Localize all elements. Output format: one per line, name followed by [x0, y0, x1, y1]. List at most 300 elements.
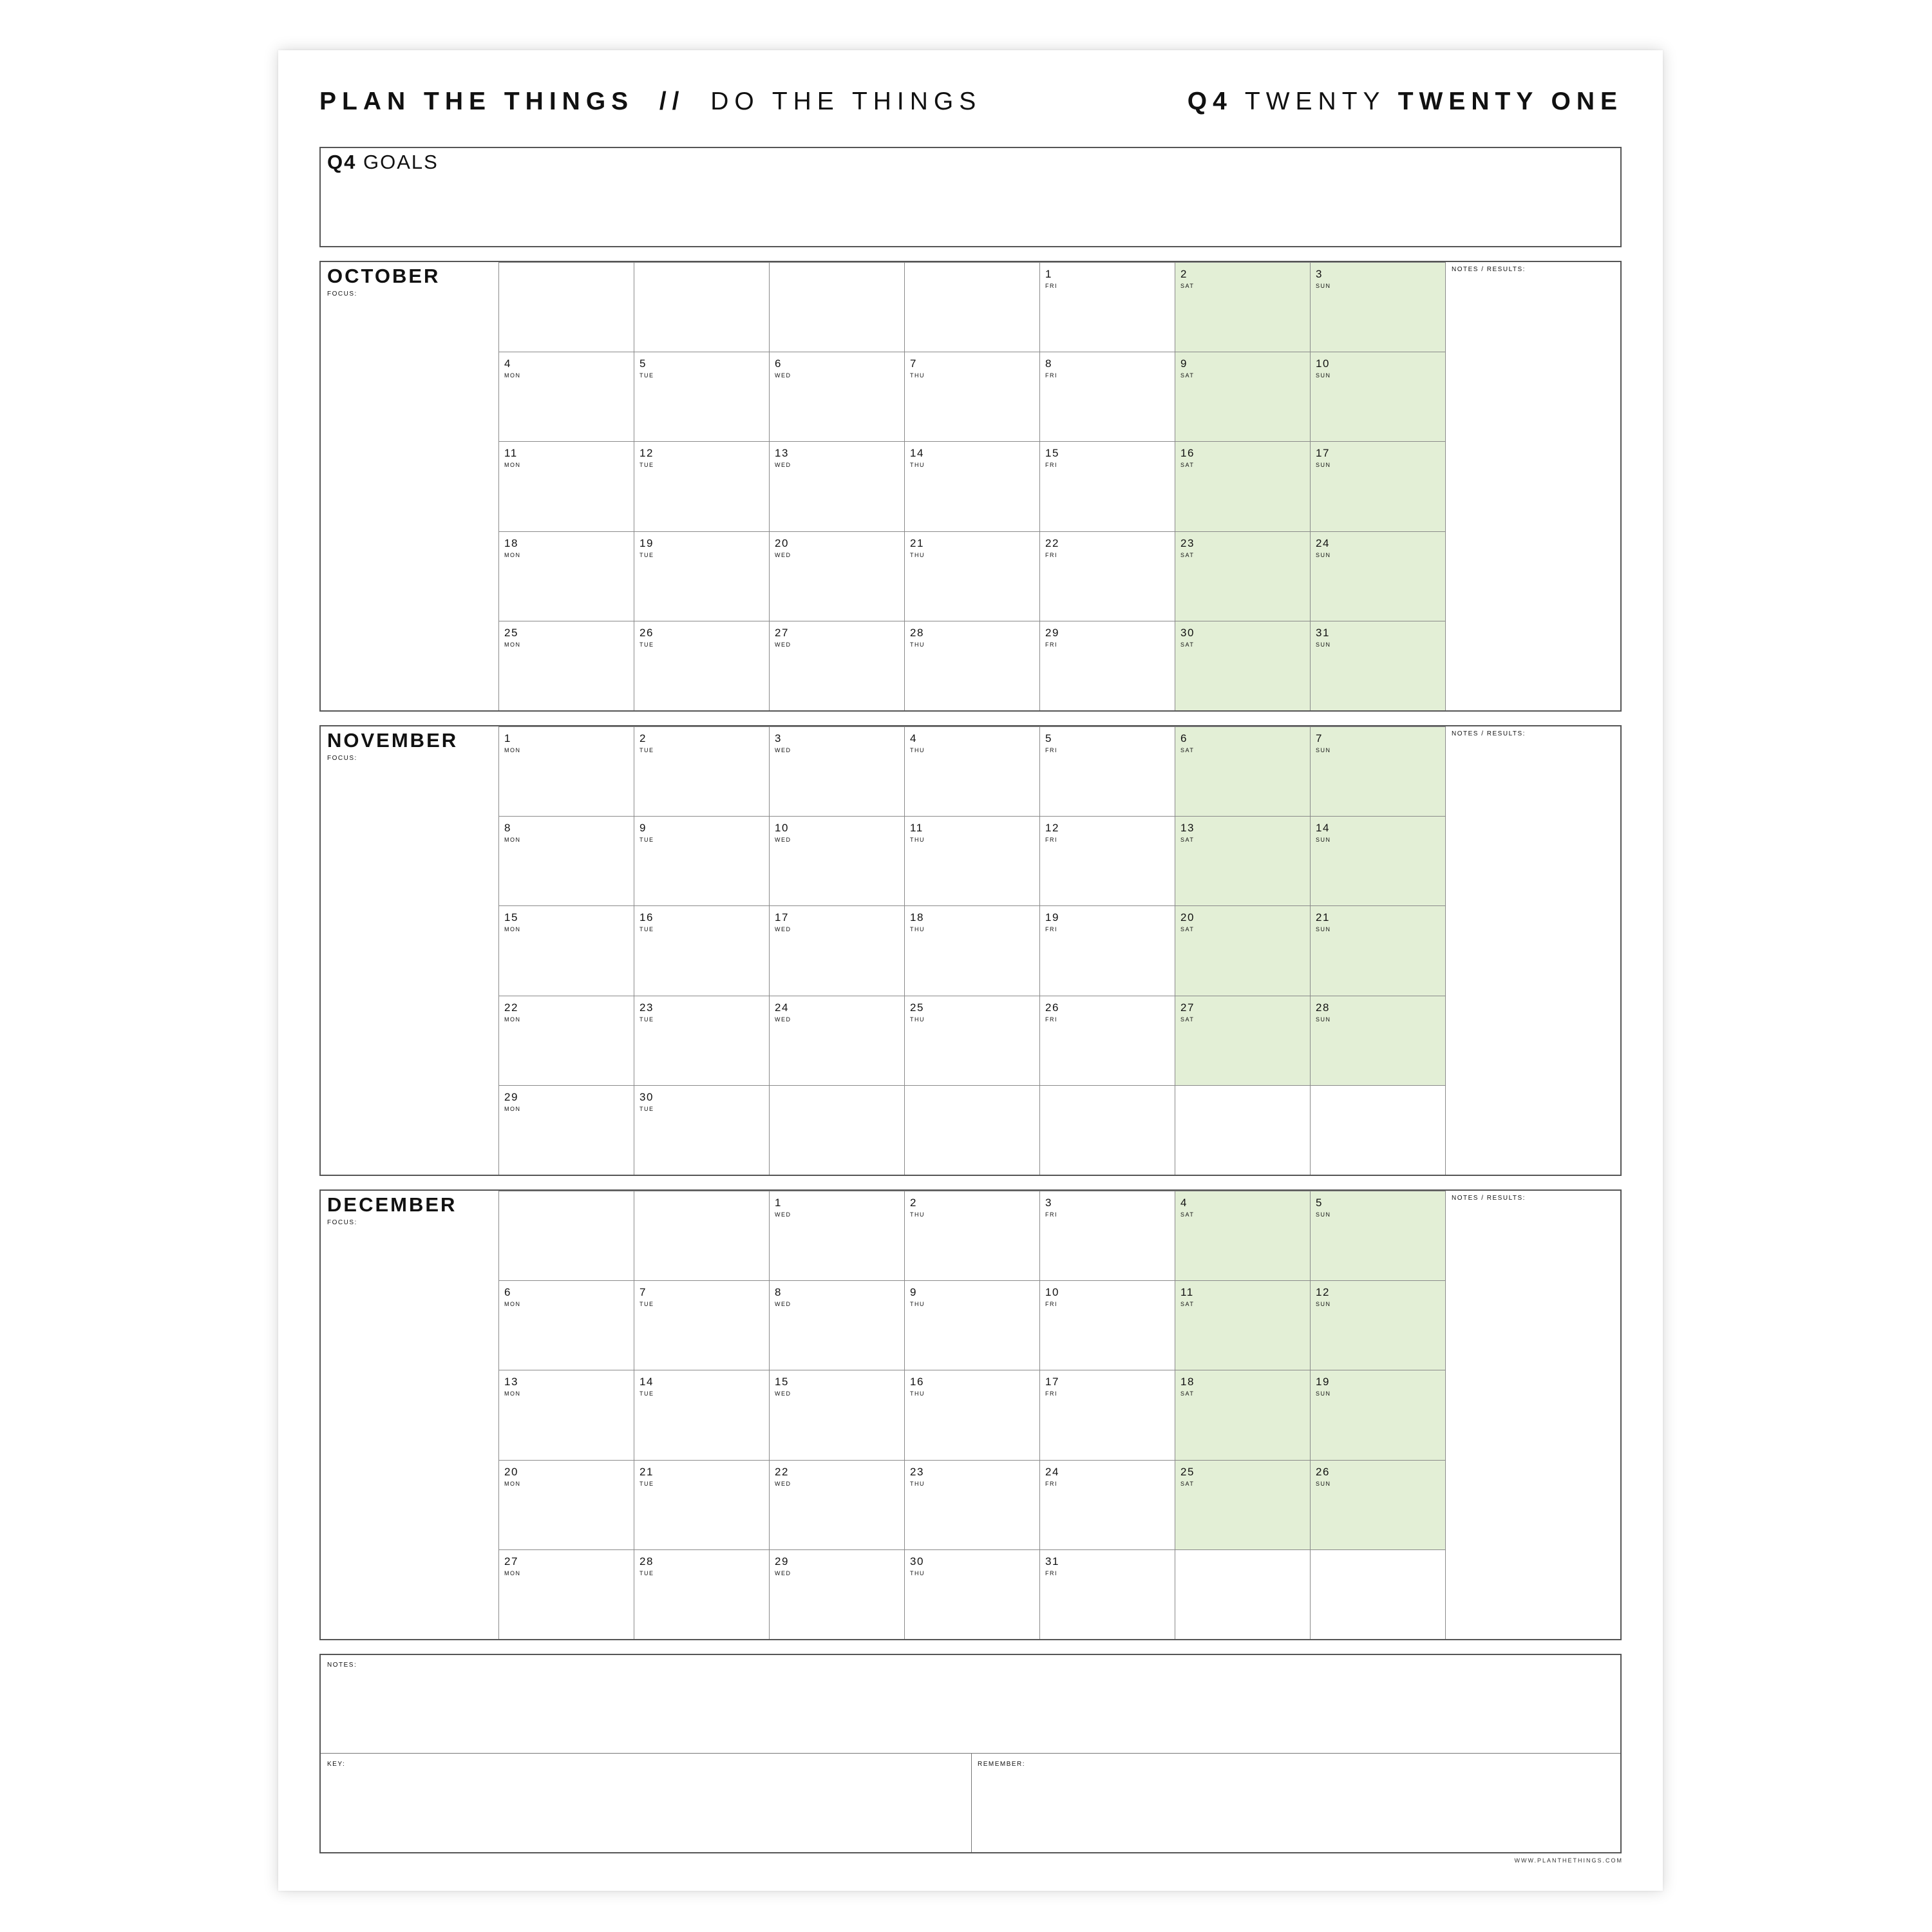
day-number: 3 — [1045, 1197, 1052, 1209]
day-cell[interactable] — [1310, 816, 1445, 905]
day-cell[interactable] — [769, 621, 904, 710]
day-cell[interactable] — [1039, 726, 1175, 816]
day-cell[interactable] — [1039, 996, 1175, 1085]
remember-label: REMEMBER: — [978, 1761, 1026, 1768]
day-of-week: SAT — [1180, 283, 1195, 289]
day-of-week: THU — [910, 372, 925, 379]
day-cell[interactable] — [1039, 352, 1175, 441]
day-of-week: MON — [504, 1480, 521, 1487]
day-of-week: SUN — [1316, 372, 1331, 379]
month-name: NOVEMBER — [327, 729, 459, 752]
day-number: 28 — [639, 1555, 654, 1567]
day-of-week: WED — [775, 1480, 791, 1487]
day-of-week: WED — [775, 551, 791, 558]
day-of-week: MON — [504, 1105, 521, 1112]
day-cell[interactable] — [1310, 726, 1445, 816]
day-number: 5 — [639, 357, 647, 370]
key-remember-divider — [971, 1753, 972, 1852]
day-of-week: SUN — [1316, 1301, 1331, 1308]
day-cell[interactable] — [1310, 262, 1445, 352]
day-cell[interactable] — [1310, 441, 1445, 531]
day-cell[interactable] — [1310, 996, 1445, 1085]
day-number: 2 — [910, 1197, 917, 1209]
day-cell[interactable] — [1310, 1370, 1445, 1459]
month-block-december — [319, 1189, 1622, 1640]
day-number: 20 — [504, 1465, 518, 1478]
day-number: 25 — [504, 626, 518, 639]
empty-day-cell — [904, 1085, 1039, 1175]
day-number: 4 — [910, 732, 917, 744]
day-cell[interactable] — [1175, 1370, 1310, 1459]
day-of-week: SAT — [1180, 1480, 1195, 1487]
day-of-week: THU — [910, 1211, 925, 1218]
day-number: 19 — [1045, 911, 1059, 924]
day-of-week: SAT — [1180, 837, 1195, 844]
day-number: 6 — [504, 1286, 511, 1299]
day-of-week: SUN — [1316, 747, 1331, 753]
day-number: 29 — [1045, 626, 1059, 639]
day-number: 26 — [639, 626, 654, 639]
day-cell[interactable] — [769, 441, 904, 531]
day-number: 7 — [639, 1286, 647, 1299]
day-cell[interactable] — [1310, 531, 1445, 621]
day-cell[interactable] — [904, 996, 1039, 1085]
day-of-week: THU — [910, 926, 925, 933]
day-cell[interactable] — [769, 1280, 904, 1370]
tagline-plan: PLAN THE THINGS — [319, 88, 634, 115]
day-cell[interactable] — [498, 905, 634, 995]
day-cell[interactable] — [769, 1549, 904, 1639]
day-cell[interactable] — [634, 531, 769, 621]
day-cell[interactable] — [498, 1370, 634, 1459]
day-of-week: SAT — [1180, 372, 1195, 379]
day-cell[interactable] — [1175, 352, 1310, 441]
day-of-week: MON — [504, 1301, 521, 1308]
day-of-week: MON — [504, 551, 521, 558]
day-cell[interactable] — [498, 352, 634, 441]
notes-divider — [1445, 262, 1446, 710]
day-of-week: THU — [910, 551, 925, 558]
day-number: 18 — [910, 911, 924, 924]
day-of-week: MON — [504, 1390, 521, 1397]
day-number: 3 — [775, 732, 782, 744]
day-of-week: SUN — [1316, 462, 1331, 469]
day-cell[interactable] — [634, 441, 769, 531]
day-cell[interactable] — [904, 1460, 1039, 1549]
notes-results-label: NOTES / RESULTS: — [1452, 266, 1526, 273]
day-cell[interactable] — [769, 1370, 904, 1459]
key-label: KEY: — [327, 1761, 346, 1768]
day-of-week: WED — [775, 747, 791, 753]
day-cell[interactable] — [1310, 905, 1445, 995]
header-period — [1188, 82, 1623, 121]
empty-day-cell — [498, 262, 634, 352]
day-number: 5 — [1045, 732, 1052, 744]
day-of-week: THU — [910, 462, 925, 469]
day-number: 18 — [504, 536, 518, 549]
empty-day-cell — [904, 262, 1039, 352]
day-of-week: TUE — [639, 462, 654, 469]
day-number: 3 — [1316, 268, 1323, 280]
day-number: 14 — [639, 1376, 654, 1388]
day-number: 25 — [910, 1001, 924, 1014]
day-cell[interactable] — [498, 1460, 634, 1549]
day-number: 22 — [504, 1001, 518, 1014]
day-of-week: TUE — [639, 372, 654, 379]
day-of-week: TUE — [639, 641, 654, 648]
day-of-week: THU — [910, 1390, 925, 1397]
day-number: 17 — [1316, 447, 1330, 460]
day-cell[interactable] — [904, 816, 1039, 905]
day-cell[interactable] — [634, 1370, 769, 1459]
day-number: 19 — [1316, 1376, 1330, 1388]
day-cell[interactable] — [1175, 905, 1310, 995]
day-cell[interactable] — [1039, 441, 1175, 531]
notes-results-label: NOTES / RESULTS: — [1452, 730, 1526, 737]
day-of-week: SAT — [1180, 1301, 1195, 1308]
day-cell[interactable] — [1310, 1280, 1445, 1370]
day-number: 7 — [1316, 732, 1323, 744]
day-cell[interactable] — [498, 1280, 634, 1370]
day-number: 14 — [910, 447, 924, 460]
day-number: 8 — [775, 1286, 782, 1299]
day-of-week: WED — [775, 1569, 791, 1577]
notes-results-label: NOTES / RESULTS: — [1452, 1195, 1526, 1202]
day-cell[interactable] — [498, 1085, 634, 1175]
day-cell[interactable] — [904, 726, 1039, 816]
empty-day-cell — [769, 262, 904, 352]
day-cell[interactable] — [769, 352, 904, 441]
footer-url: WWW.PLANTHETHINGS.COM — [1514, 1857, 1623, 1864]
day-number: 27 — [504, 1555, 518, 1567]
period-year-light: TWENTY — [1244, 88, 1385, 115]
day-of-week: THU — [910, 1480, 925, 1487]
day-number: 11 — [504, 447, 518, 460]
day-cell[interactable] — [769, 1191, 904, 1280]
day-cell[interactable] — [1175, 816, 1310, 905]
day-cell[interactable] — [1039, 531, 1175, 621]
day-number: 27 — [775, 626, 789, 639]
day-number: 12 — [1045, 822, 1059, 835]
day-cell[interactable] — [634, 1460, 769, 1549]
day-of-week: SAT — [1180, 551, 1195, 558]
day-number: 13 — [775, 447, 789, 460]
day-of-week: THU — [910, 1569, 925, 1577]
day-cell[interactable] — [769, 726, 904, 816]
day-number: 6 — [1180, 732, 1188, 744]
day-of-week: SUN — [1316, 926, 1331, 933]
day-number: 22 — [775, 1465, 789, 1478]
empty-day-cell — [1310, 1085, 1445, 1175]
day-of-week: WED — [775, 1390, 791, 1397]
day-of-week: WED — [775, 1016, 791, 1023]
day-number: 16 — [639, 911, 654, 924]
month-name: DECEMBER — [327, 1193, 457, 1216]
day-of-week: MON — [504, 462, 521, 469]
day-cell[interactable] — [498, 441, 634, 531]
goals-label: GOALS — [363, 151, 439, 173]
header-tagline — [319, 82, 981, 121]
empty-day-cell — [498, 1191, 634, 1280]
day-number: 11 — [910, 822, 923, 835]
day-number: 16 — [910, 1376, 924, 1388]
day-of-week: SAT — [1180, 747, 1195, 753]
day-cell[interactable] — [769, 996, 904, 1085]
day-cell[interactable] — [904, 1191, 1039, 1280]
day-number: 29 — [504, 1090, 518, 1103]
day-of-week: THU — [910, 1016, 925, 1023]
day-of-week: FRI — [1045, 1016, 1057, 1023]
day-number: 17 — [1045, 1376, 1059, 1388]
day-cell[interactable] — [1039, 905, 1175, 995]
day-cell[interactable] — [904, 441, 1039, 531]
day-grid — [498, 726, 1445, 1175]
day-of-week: SUN — [1316, 837, 1331, 844]
day-of-week: TUE — [639, 1569, 654, 1577]
day-of-week: WED — [775, 926, 791, 933]
day-cell[interactable] — [769, 816, 904, 905]
day-number: 29 — [775, 1555, 789, 1567]
day-of-week: FRI — [1045, 1211, 1057, 1218]
day-of-week: SAT — [1180, 1211, 1195, 1218]
day-of-week: MON — [504, 837, 521, 844]
day-of-week: THU — [910, 837, 925, 844]
day-of-week: FRI — [1045, 462, 1057, 469]
day-number: 23 — [1180, 536, 1195, 549]
day-cell[interactable] — [498, 816, 634, 905]
day-number: 10 — [1045, 1286, 1059, 1299]
day-cell[interactable] — [634, 905, 769, 995]
notes-divider — [1445, 1191, 1446, 1639]
day-of-week: FRI — [1045, 551, 1057, 558]
day-cell[interactable] — [904, 1280, 1039, 1370]
day-cell[interactable] — [498, 621, 634, 710]
day-number: 4 — [504, 357, 511, 370]
day-of-week: TUE — [639, 747, 654, 753]
day-of-week: FRI — [1045, 1301, 1057, 1308]
day-cell[interactable] — [1310, 1460, 1445, 1549]
day-number: 28 — [910, 626, 924, 639]
day-number: 8 — [504, 822, 511, 835]
period-year-bold: TWENTY ONE — [1397, 88, 1623, 115]
day-number: 23 — [639, 1001, 654, 1014]
day-number: 16 — [1180, 447, 1195, 460]
day-cell[interactable] — [1310, 1191, 1445, 1280]
day-cell[interactable] — [634, 996, 769, 1085]
day-number: 17 — [775, 911, 789, 924]
day-cell[interactable] — [1039, 1370, 1175, 1459]
day-number: 2 — [1180, 268, 1188, 280]
day-number: 9 — [1180, 357, 1188, 370]
day-number: 13 — [1180, 822, 1195, 835]
day-of-week: SAT — [1180, 1390, 1195, 1397]
day-of-week: MON — [504, 747, 521, 753]
day-cell[interactable] — [904, 1370, 1039, 1459]
empty-day-cell — [1310, 1549, 1445, 1639]
day-cell[interactable] — [634, 1549, 769, 1639]
day-of-week: FRI — [1045, 372, 1057, 379]
day-cell[interactable] — [1039, 816, 1175, 905]
day-number: 9 — [910, 1286, 917, 1299]
day-cell[interactable] — [769, 1460, 904, 1549]
empty-day-cell — [1175, 1085, 1310, 1175]
notes-divider — [1445, 726, 1446, 1175]
day-cell[interactable] — [904, 905, 1039, 995]
focus-label: FOCUS: — [327, 1219, 357, 1226]
day-of-week: FRI — [1045, 283, 1057, 289]
day-number: 15 — [1045, 447, 1059, 460]
day-number: 14 — [1316, 822, 1330, 835]
day-of-week: MON — [504, 1569, 521, 1577]
day-of-week: MON — [504, 641, 521, 648]
day-of-week: FRI — [1045, 641, 1057, 648]
day-of-week: SUN — [1316, 1211, 1331, 1218]
day-of-week: TUE — [639, 1480, 654, 1487]
day-of-week: MON — [504, 926, 521, 933]
day-cell[interactable] — [1175, 621, 1310, 710]
focus-label: FOCUS: — [327, 755, 357, 762]
day-cell[interactable] — [634, 621, 769, 710]
day-cell[interactable] — [904, 531, 1039, 621]
day-of-week: SAT — [1180, 926, 1195, 933]
day-number: 1 — [504, 732, 511, 744]
day-number: 6 — [775, 357, 782, 370]
day-grid — [498, 262, 1445, 710]
day-number: 24 — [1045, 1465, 1059, 1478]
day-number: 26 — [1316, 1465, 1330, 1478]
page-header — [319, 82, 1623, 121]
day-cell[interactable] — [1175, 441, 1310, 531]
day-cell[interactable] — [769, 531, 904, 621]
day-number: 24 — [775, 1001, 789, 1014]
day-number: 20 — [775, 536, 789, 549]
day-number: 28 — [1316, 1001, 1330, 1014]
notes-label: NOTES: — [327, 1662, 357, 1669]
empty-day-cell — [1039, 1085, 1175, 1175]
day-of-week: TUE — [639, 926, 654, 933]
day-of-week: TUE — [639, 1390, 654, 1397]
goals-title — [327, 151, 439, 174]
day-of-week: FRI — [1045, 1390, 1057, 1397]
day-of-week: SUN — [1316, 551, 1331, 558]
goals-box[interactable] — [319, 147, 1622, 247]
day-of-week: FRI — [1045, 926, 1057, 933]
day-cell[interactable] — [1039, 262, 1175, 352]
day-number: 1 — [1045, 268, 1052, 280]
day-cell[interactable] — [1175, 996, 1310, 1085]
day-cell[interactable] — [904, 1549, 1039, 1639]
day-of-week: SUN — [1316, 1390, 1331, 1397]
day-of-week: SUN — [1316, 283, 1331, 289]
day-cell[interactable] — [1175, 262, 1310, 352]
day-of-week: FRI — [1045, 1480, 1057, 1487]
day-of-week: WED — [775, 837, 791, 844]
day-number: 30 — [639, 1090, 654, 1103]
day-cell[interactable] — [1175, 726, 1310, 816]
day-number: 27 — [1180, 1001, 1195, 1014]
day-number: 30 — [1180, 626, 1195, 639]
day-cell[interactable] — [634, 816, 769, 905]
day-cell[interactable] — [498, 996, 634, 1085]
empty-day-cell — [1175, 1549, 1310, 1639]
month-name: OCTOBER — [327, 265, 440, 287]
day-cell[interactable] — [1310, 352, 1445, 441]
day-cell[interactable] — [1039, 1280, 1175, 1370]
day-cell[interactable] — [634, 1280, 769, 1370]
day-cell[interactable] — [1039, 1460, 1175, 1549]
day-of-week: WED — [775, 372, 791, 379]
day-number: 31 — [1316, 626, 1330, 639]
day-number: 1 — [775, 1197, 782, 1209]
day-cell[interactable] — [1039, 1191, 1175, 1280]
day-cell[interactable] — [769, 905, 904, 995]
day-cell[interactable] — [1310, 621, 1445, 710]
day-of-week: FRI — [1045, 747, 1057, 753]
bottom-notes-box — [319, 1654, 1622, 1853]
day-number: 21 — [910, 536, 924, 549]
day-of-week: TUE — [639, 1105, 654, 1112]
day-number: 9 — [639, 822, 647, 835]
day-of-week: THU — [910, 747, 925, 753]
empty-day-cell — [769, 1085, 904, 1175]
day-of-week: SUN — [1316, 1480, 1331, 1487]
day-of-week: MON — [504, 372, 521, 379]
month-block-november — [319, 725, 1622, 1176]
day-grid — [498, 1191, 1445, 1639]
day-number: 15 — [775, 1376, 789, 1388]
period-quarter: Q4 — [1187, 88, 1233, 115]
day-number: 10 — [775, 822, 789, 835]
month-block-october — [319, 261, 1622, 712]
day-of-week: THU — [910, 1301, 925, 1308]
day-cell[interactable] — [498, 1549, 634, 1639]
day-cell[interactable] — [1175, 1460, 1310, 1549]
day-cell[interactable] — [1039, 1549, 1175, 1639]
day-cell[interactable] — [634, 1085, 769, 1175]
empty-day-cell — [634, 1191, 769, 1280]
day-of-week: TUE — [639, 1301, 654, 1308]
day-cell[interactable] — [634, 352, 769, 441]
day-number: 13 — [504, 1376, 518, 1388]
day-cell[interactable] — [498, 531, 634, 621]
day-number: 11 — [1180, 1286, 1194, 1299]
day-number: 2 — [639, 732, 647, 744]
day-number: 25 — [1180, 1465, 1195, 1478]
day-of-week: TUE — [639, 1016, 654, 1023]
day-cell[interactable] — [1175, 1191, 1310, 1280]
day-number: 4 — [1180, 1197, 1188, 1209]
day-number: 8 — [1045, 357, 1052, 370]
day-of-week: FRI — [1045, 837, 1057, 844]
day-cell[interactable] — [904, 621, 1039, 710]
tagline-separator: // — [659, 88, 685, 115]
day-number: 24 — [1316, 536, 1330, 549]
day-of-week: TUE — [639, 837, 654, 844]
day-of-week: WED — [775, 1211, 791, 1218]
day-of-week: WED — [775, 1301, 791, 1308]
day-number: 23 — [910, 1465, 924, 1478]
day-cell[interactable] — [1175, 1280, 1310, 1370]
day-cell[interactable] — [1175, 531, 1310, 621]
day-cell[interactable] — [904, 352, 1039, 441]
day-number: 21 — [1316, 911, 1330, 924]
day-cell[interactable] — [498, 726, 634, 816]
day-cell[interactable] — [1039, 621, 1175, 710]
day-number: 15 — [504, 911, 518, 924]
planner-sheet — [278, 50, 1663, 1891]
day-cell[interactable] — [634, 726, 769, 816]
day-number: 26 — [1045, 1001, 1059, 1014]
